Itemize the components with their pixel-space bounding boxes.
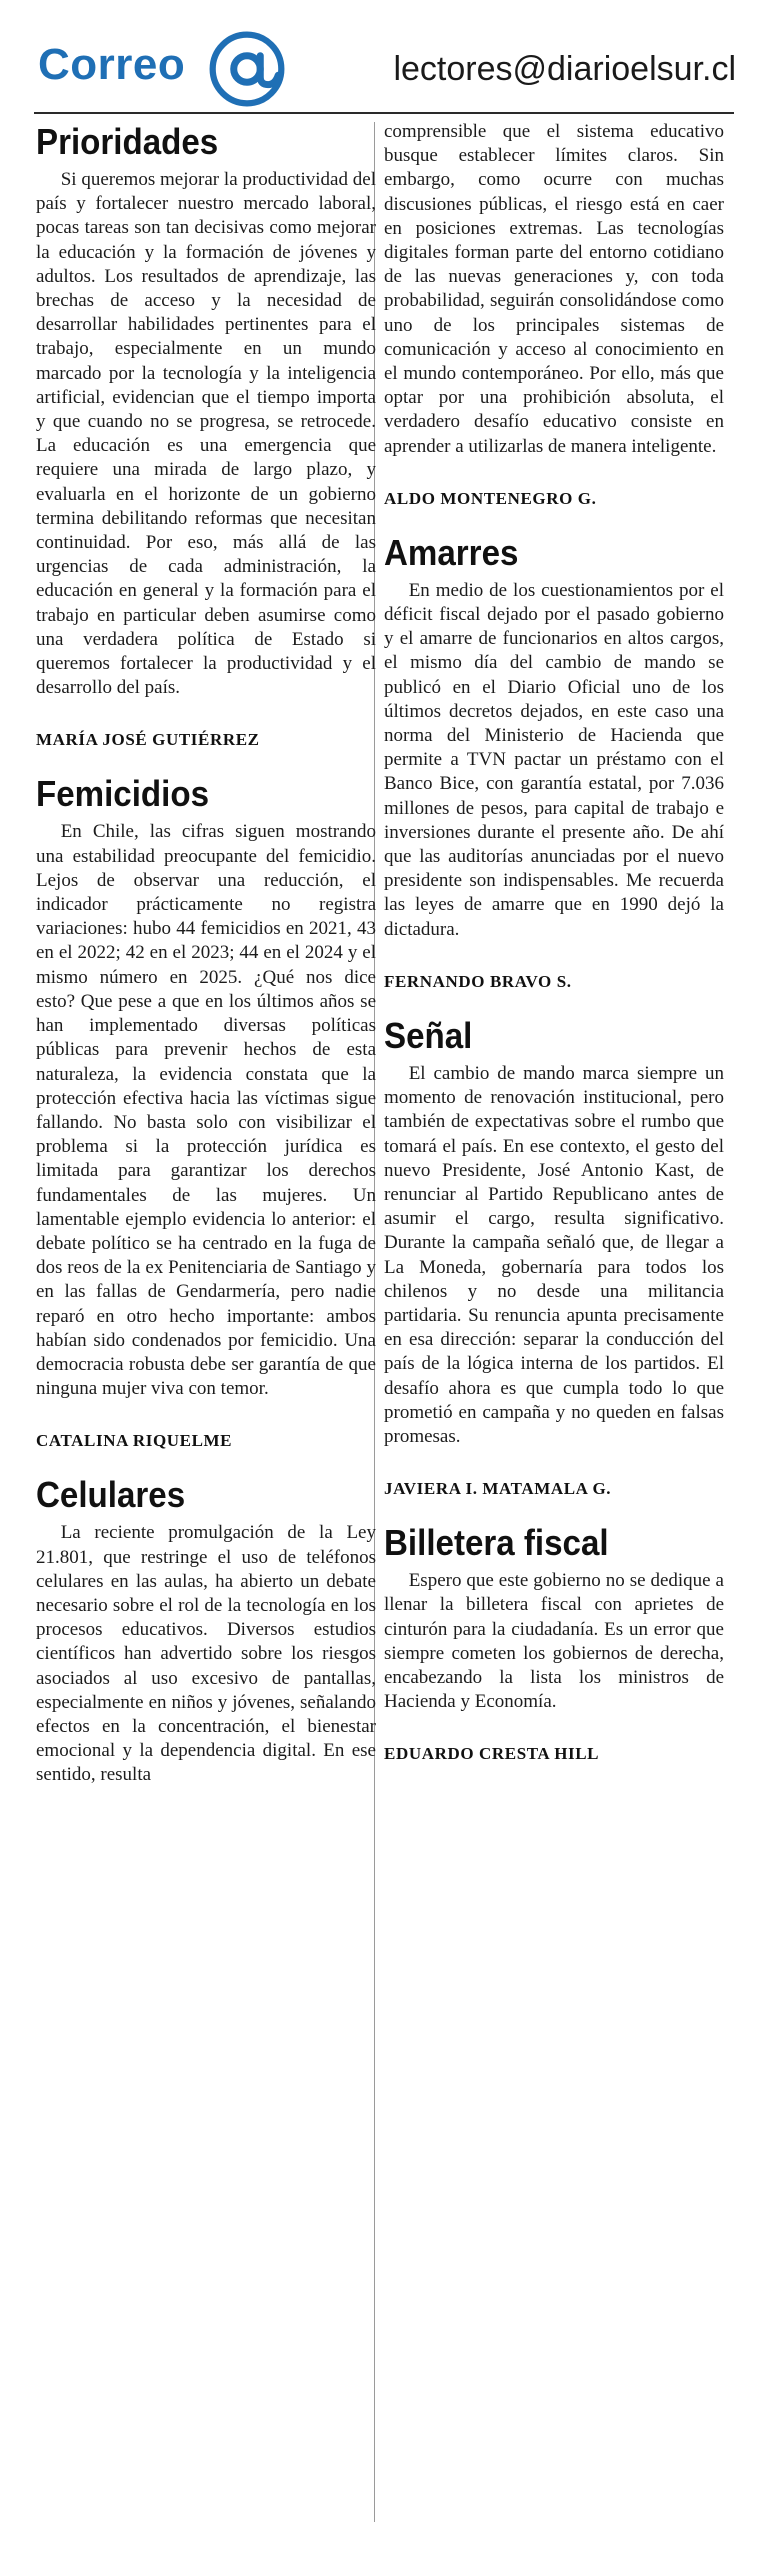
letter [384, 531, 724, 992]
letter-author: MARÍA JOSÉ GUTIÉRREZ [36, 730, 260, 750]
header-rule [34, 112, 734, 114]
letter-title: Prioridades [36, 121, 219, 162]
letter [36, 120, 376, 750]
letter-body: comprensible que el sistema educativo busque establecer límites claros. Sin embargo, como ocurre con muchas discusiones públicas, el riesgo está en caer en posiciones extremas. Las tecnologías digitales forman parte del entorno cotidiano de las nuevas generaciones y, con toda probabilidad, seguirán consolidándose como uno de los principales sistemas de comunicación y acceso al conocimiento en el mundo contemporáneo. Por ello, más que optar por una prohibición absoluta, el verdadero desafío educativo consiste en aprender a utilizarlas de manera inteligente. [384, 121, 724, 457]
letter [36, 772, 376, 1451]
letter-author: ALDO MONTENEGRO G. [384, 488, 597, 508]
letter-title: Señal [384, 1014, 473, 1056]
letter [384, 1014, 724, 1499]
letter [384, 1521, 724, 1764]
left-column [36, 120, 376, 1810]
letter-author: EDUARDO CRESTA HILL [384, 1744, 600, 1764]
section-title: Correo [38, 40, 186, 89]
right-column [384, 120, 724, 1786]
letter-title: Celulares [36, 1474, 186, 1516]
letter-title: Femicidios [36, 773, 210, 815]
letter-author: FERNANDO BRAVO S. [384, 971, 572, 991]
section-header [0, 0, 764, 120]
letter [36, 1473, 376, 1787]
letter-author: CATALINA RIQUELME [36, 1431, 233, 1451]
letter-body: En medio de los cuestionamientos por el déficit fiscal dejado por el pasado gobierno y el amarre de funcionarios en altos cargos, el mismo día del cambio de mando se publicó en el Diario Oficial uno de los últimos decretos dejados, en este caso una norma del Ministerio de Hacienda que permite a TVN pactar un préstamo con el Banco Bice, con garantía estatal, por 7.036 millones de pesos, para capital de trabajo e inversiones durante el presente año. De ahí que las auditorías anunciadas por el nuevo presidente son indispensables. Me recuerda las leyes de amarre que en 1990 dejó la dictadura. [384, 579, 724, 940]
contact-email[interactable]: lectores@diarioelsur.cl [393, 50, 736, 88]
letter-title: Billetera fiscal [384, 1522, 609, 1564]
letter-body: Espero que este gobierno no se dedique a llenar la billetera fiscal con aprietes de cinturón para la ciudadanía. Es un error que siempre cometen los gobiernos de derecha, encabezando la lista los ministros de Hacienda y Economía. [384, 1570, 724, 1713]
letter-body: El cambio de mando marca siempre un momento de renovación institucional, pero también de expectativas sobre el rumbo que tomará el país. En ese contexto, el gesto del nuevo Presidente, José Antonio Kast, de renunciar al Partido Republicano antes de asumir el cargo, resulta significativo. Durante la campaña señaló que, de llegar a La Moneda, gobernaría para todos los chilenos y no desde una militancia partidaria. Su renuncia apunta precisamente en esa dirección: separar la conducción del país de la lógica interna de los partidos. El desafío ahora es que cumpla todo lo que prometió en campaña y no queden en falsas promesas. [384, 1062, 724, 1447]
letter-continuation [384, 120, 724, 509]
letter-author: JAVIERA I. MATAMALA G. [384, 1479, 612, 1499]
letter-body: En Chile, las cifras siguen mostrando una estabilidad preocupante del femicidio. Lejos de observar una reducción, el indicador prácticamente no registra variaciones: hubo 44 femicidios en 2021, 43 en el 2022; 42 en el 2023; 44 en el 2024 y el mismo número en 2025. ¿Qué nos dice esto? Que pese a que en los últimos años se han implementado diversas políticas públicas para prevenir hechos de esta naturaleza, la evidencia constata que la protección efectiva hacia las víctimas sigue fallando. No basta solo con visibilizar el problema si la protección jurídica es limitada para garantizar los derechos fundamentales de las mujeres. Un lamentable ejemplo evidencia lo anterior: el debate político se ha centrado en la fuga de dos reos de la ex Penitenciaria de Santiago y en las fallas de Gendarmería, pero nadie reparó en otro hecho importante: ambos habían sido condenados por femicidio. Una democracia robusta debe ser garantía de que ninguna mujer viva con temor. [36, 821, 376, 1400]
at-sign-icon [208, 30, 286, 108]
letter-body: La reciente promulgación de la Ley 21.801, que restringe el uso de teléfonos celulares en las aulas, ha abierto un debate necesario sobre el rol de la tecnología en los procesos educativos. Diversos estudios científicos han advertido sobre los riesgos asociados al uso excesivo de pantallas, especialmente en niños y jóvenes, señalando efectos en la concentración, el bienestar emocional y la dependencia digital. En ese sentido, resulta [36, 1522, 376, 1786]
letter-body: Si queremos mejorar la productividad del país y fortalecer nuestro mercado laboral, pocas tareas son tan decisivas como mejorar la educación y la formación de jóvenes y adultos. Los resultados de aprendizaje, las brechas de acceso y la necesidad de desarrollar habilidades pertinentes para el trabajo, especialmente en un mundo marcado por la tecnología y la inteligencia artificial, evidencian que el tiempo importa y que cuando no se progresa, se retrocede. La educación es una emergencia que requiere una mirada de largo plazo, y evaluarla en el horizonte de un gobierno termina debilitando reformas que necesitan continuidad. Por eso, más allá de las urgencias de cada administración, la educación en general y la formación para el trabajo en particular deben asumirse como una verdadera política de Estado si queremos fortalecer la productividad y el desarrollo del país. [36, 169, 376, 699]
letter-title: Amarres [384, 531, 519, 573]
